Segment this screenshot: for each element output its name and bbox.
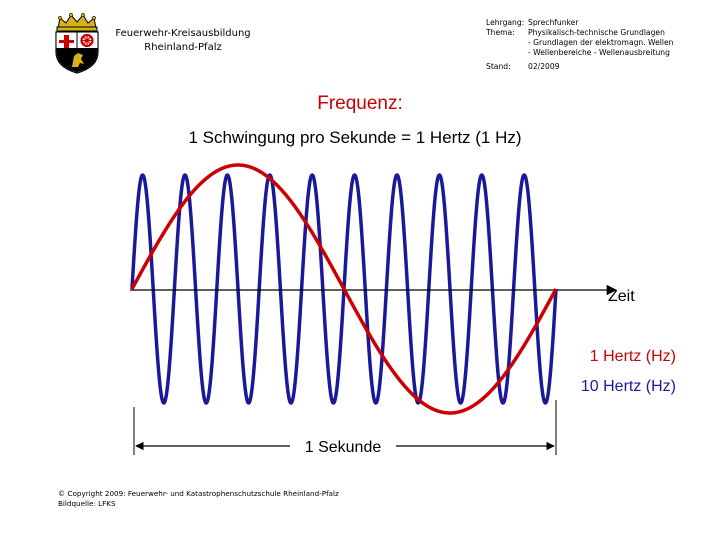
image-source-text: Bildquelle: LFKS bbox=[58, 499, 116, 508]
course-info-value: - Grundlagen der elektromagn. Wellen bbox=[528, 38, 674, 47]
course-info-value: 02/2009 bbox=[528, 62, 560, 71]
legend-10hz: 10 Hertz (Hz) bbox=[580, 378, 676, 395]
page-subtitle: 1 Schwingung pro Sekunde = 1 Hertz (1 Hz) bbox=[188, 128, 522, 147]
organization-line-2: Rheinland-Pfalz bbox=[144, 42, 222, 53]
course-info-key: Lehrgang: bbox=[486, 18, 525, 27]
legend-1hz: 1 Hertz (Hz) bbox=[589, 348, 676, 365]
course-info-key: Stand: bbox=[486, 62, 511, 71]
organization-line-1: Feuerwehr-Kreisausbildung bbox=[115, 28, 251, 39]
axis-label-time: Zeit bbox=[608, 288, 635, 305]
page-title: Frequenz: bbox=[317, 93, 403, 114]
duration-label: 1 Sekunde bbox=[304, 439, 382, 456]
copyright-text: © Copyright 2009: Feuerwehr- und Katastrophenschutzschule Rheinland-Pfalz bbox=[58, 489, 339, 498]
course-info-key: Thema: bbox=[486, 28, 515, 37]
course-info-value: Physikalisch-technische Grundlagen bbox=[528, 28, 665, 37]
footer bbox=[58, 489, 339, 509]
course-info-value: - Wellenbereiche - Wellenausbreitung bbox=[528, 48, 670, 57]
course-info-value: Sprechfunker bbox=[528, 18, 579, 27]
